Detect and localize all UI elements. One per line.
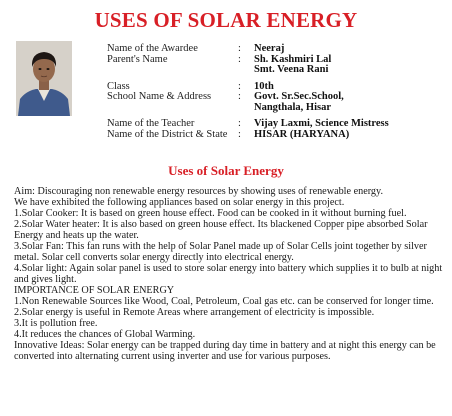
detail-row: [107, 119, 389, 130]
detail-separator: :: [238, 53, 241, 65]
paragraph-importance-heading: IMPORTANCE OF SOLAR ENERGY: [14, 285, 175, 296]
detail-label: Class: [107, 80, 130, 92]
detail-value: Neeraj: [254, 43, 285, 54]
detail-separator: :: [238, 43, 241, 54]
paragraph-solar-fan: 3.Solar Fan: This fan runs with the help of Solar Panel made up of Solar Cells joint together by silver metal. Solar cell converts solar energy directly into electrical energy.: [14, 241, 427, 263]
section-heading: Uses of Solar Energy: [168, 163, 284, 178]
detail-value: Govt. Sr.Sec.School,: [254, 91, 344, 102]
detail-separator: :: [238, 118, 241, 129]
detail-label: Name of the District & State: [107, 128, 228, 140]
detail-value: Sh. Kashmiri Lal: [254, 53, 332, 65]
detail-label: [107, 103, 238, 114]
page-title: USES OF SOLAR ENERGY: [94, 8, 358, 32]
detail-row: [107, 65, 389, 76]
detail-label: Name of the Teacher: [107, 118, 195, 129]
paragraph-aim: Aim: Discouraging non renewable energy resources by showing uses of renewable energy.: [14, 186, 383, 197]
detail-row: [107, 103, 389, 114]
body-text: [14, 186, 444, 362]
detail-value: Smt. Veena Rani: [254, 64, 329, 75]
paragraph-importance-4: 4.It reduces the chances of Global Warming.: [14, 329, 196, 340]
paragraph-importance-3: 3.It is pollution free.: [14, 318, 98, 329]
paragraph-solar-cooker: 1.Solar Cooker: It is based on green house effect. Food can be cooked in it without burning fuel.: [14, 208, 407, 219]
detail-row: [107, 44, 389, 55]
detail-value: Vijay Laxmi, Science Mistress: [254, 118, 389, 129]
paragraph-innovative-ideas: Innovative Ideas: Solar energy can be trapped during day time in battery and at night this energy can be converted into alternating current using inverter and use for various purposes.: [14, 340, 436, 362]
detail-value: Nangthala, Hisar: [254, 101, 332, 113]
detail-separator-blank: [238, 65, 254, 76]
paragraph-importance-2: 2.Solar energy is useful in Remote Areas where arrangement of electricity is impossible.: [14, 307, 375, 318]
detail-separator: :: [238, 80, 241, 92]
detail-separator: :: [238, 128, 241, 140]
paragraph-water-heater: 2.Solar Water heater: It is also based on green house effect. Its blackened Copper pipe absorbed Solar Energy and heats up the water.: [14, 219, 428, 241]
paragraph-solar-light: 4.Solar light: Again solar panel is used to store solar energy into battery which supplies it to bulb at night and gives light.: [14, 263, 443, 285]
detail-row: [107, 55, 389, 66]
detail-row: [107, 92, 389, 103]
detail-row: [107, 130, 389, 141]
detail-value: 10th: [254, 80, 274, 92]
detail-label: Name of the Awardee: [107, 43, 198, 54]
detail-separator: :: [238, 91, 241, 102]
detail-separator-blank: [238, 103, 254, 114]
detail-label: Parent's Name: [107, 53, 168, 65]
awardee-photo: [16, 41, 72, 116]
detail-label: School Name & Address: [107, 91, 212, 102]
paragraph-intro: We have exhibited the following appliances based on solar energy in this project.: [14, 197, 345, 208]
awardee-details: [107, 44, 389, 140]
paragraph-importance-1: 1.Non Renewable Sources like Wood, Coal, Petroleum, Coal gas etc. can be conserved for longer time.: [14, 296, 434, 307]
detail-value: HISAR (HARYANA): [254, 128, 350, 140]
detail-label: [107, 65, 238, 76]
